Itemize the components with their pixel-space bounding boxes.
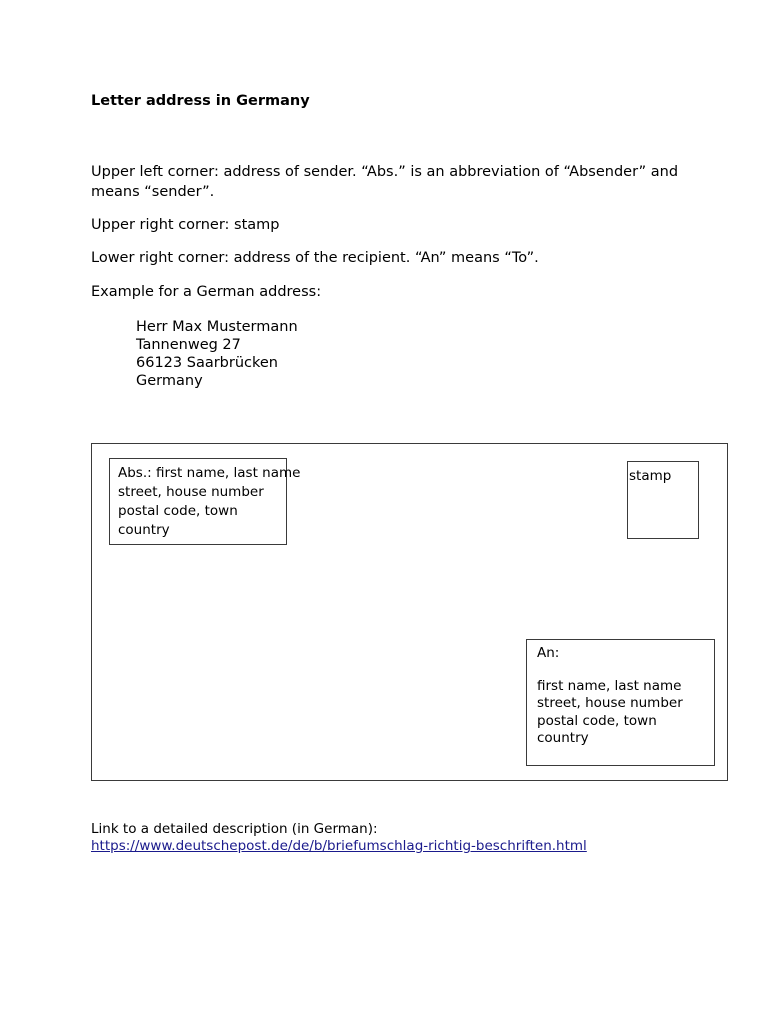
example-address-line: Germany bbox=[136, 373, 203, 389]
recipient-line: postal code, town bbox=[537, 712, 657, 729]
example-address-line: Herr Max Mustermann bbox=[136, 319, 298, 335]
example-address-line: Tannenweg 27 bbox=[136, 337, 241, 353]
sender-line: country bbox=[118, 522, 170, 538]
deutsche-post-link[interactable]: https://www.deutschepost.de/de/b/briefumschlag-richtig-beschriften.html bbox=[91, 838, 587, 854]
link-label: Link to a detailed description (in German): bbox=[91, 821, 378, 837]
sender-line: street, house number bbox=[118, 484, 264, 500]
paragraph-recipient-info: Lower right corner: address of the recipient. “An” means “To”. bbox=[91, 250, 539, 266]
recipient-line: country bbox=[537, 730, 589, 746]
recipient-line: street, house number bbox=[537, 695, 683, 711]
sender-address-text bbox=[118, 464, 300, 540]
paragraph-sender-info: Upper left corner: address of sender. “Abs.” is an abbreviation of “Absender” and means “sender”. bbox=[91, 164, 679, 200]
stamp-label: stamp bbox=[629, 468, 672, 484]
recipient-prefix: An: bbox=[537, 645, 560, 661]
example-address-line: 66123 Saarbrücken bbox=[136, 355, 278, 371]
example-address bbox=[136, 318, 298, 390]
sender-line: postal code, town bbox=[118, 503, 238, 519]
paragraph-example-intro: Example for a German address: bbox=[91, 284, 322, 300]
document-title: Letter address in Germany bbox=[91, 93, 310, 109]
paragraph-stamp-info: Upper right corner: stamp bbox=[91, 217, 280, 233]
recipient-line: first name, last name bbox=[537, 677, 682, 694]
sender-line: Abs.: first name, last name bbox=[118, 465, 301, 481]
recipient-address-text bbox=[537, 645, 687, 748]
